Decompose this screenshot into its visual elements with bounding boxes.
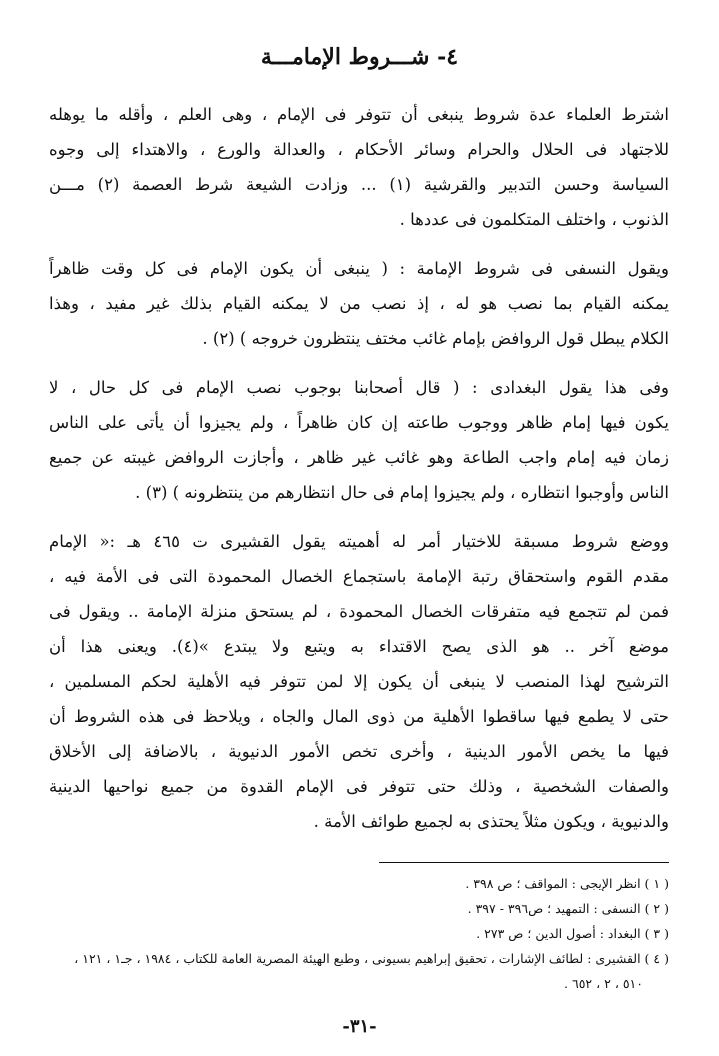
text-line: زمان فيه إمام واجب الطاعة وهو غائب غير ظاهر ، وأجازت الروافض غيبته عن جميع (49, 448, 669, 467)
footnote-4: ( ٤ ) القشيرى : لطائف الإشارات ، تحقيق إبراهيم بسيونى ، وطبع الهيئة المصرية العامة للكتاب ، ١٩٨٤ ، جـ١ ، ١٢١ ، (74, 951, 669, 966)
text-line: فيها ما يخص الأمور الدينية ، وأخرى تخص الأمور الدنيوية ، بالاضافة إلى الأخلاق (49, 742, 669, 761)
footnote-4-continuation: ٥١٠ ، ٢ ، ٦٥٢ . (564, 976, 643, 991)
text-line: الذنوب ، واختلف المتكلمون فى عددها . (399, 210, 669, 229)
text-line: الترشيح لهذا المنصب لا ينبغى أن يكون إلا لمن تتوفر فيه الأهلية لحكم المسلمين ، (49, 672, 669, 691)
text-line: والدنيوية ، ويكون مثلاً يحتذى به لجميع طوائف الأمة . (313, 812, 669, 831)
text-line: يمكنه القيام بما نصب هو له ، إذ نصب من لا يمكنه القيام بذلك غير مفيد ، وهذا (49, 294, 669, 313)
paragraph-1 (49, 97, 669, 237)
text-line: يكون فيها إمام ظاهر ووجوب طاعته إن كان ظاهراً ، ولم يجيزوا أن يأتى على الناس (49, 413, 669, 432)
text-line: الناس وأوجبوا انتظاره ، ولم يجيزوا إمام فى حال انتظارهم من ينتظرونه ) (٣) . (135, 483, 669, 502)
paragraph-3 (49, 370, 669, 510)
footnote-2: ( ٢ ) النسفى : التمهيد ؛ ص٣٩٦ - ٣٩٧ . (467, 901, 669, 916)
body-text (49, 97, 669, 853)
text-line: للاجتهاد فى الحلال والحرام وسائر الأحكام ، والعدالة والورع ، والاهتداء إلى وجوه (49, 140, 669, 159)
footnote-divider (379, 862, 669, 863)
section-title: ٤- شـــروط الإمامـــة (260, 44, 459, 70)
text-line: حتى لا يطمع فيها ساقطوا الأهلية من ذوى المال والجاه ، ويلاحظ فى هذه الشروط أن (49, 707, 669, 726)
text-line: موضع آخر .. هو الذى يصح الاقتداء به ويتبع ولا يبتدع »(٤). ويعنى هذا أن (49, 637, 669, 656)
footnote-1: ( ١ ) انظر الإيجى : المواقف ؛ ص ٣٩٨ . (465, 876, 669, 891)
paragraph-4 (49, 524, 669, 839)
text-line: وفى هذا يقول البغدادى : ( قال أصحابنا بوجوب نصب الإمام فى كل حال ، لا (49, 378, 669, 397)
text-line: الكلام يبطل قول الروافض بإمام غائب مختف ينتظرون خروجه ) (٢) . (202, 329, 669, 348)
footnote-3: ( ٣ ) البغداد : أصول الدين ؛ ص ٢٧٣ . (476, 926, 669, 941)
text-line: فمن لم تتجمع فيه متفرقات الخصال المحمودة ، لم يستحق منزلة الإمامة .. ويقول فى (49, 602, 669, 621)
text-line: مقدم القوم واستحقاق رتبة الإمامة باستجماع الخصال المحمودة التى فى الأمة فيه ، (49, 567, 669, 586)
text-line: والصفات الشخصية ، وذلك حتى تتوفر فى الإمام القدوة من جميع نواحيها الدينية (49, 777, 669, 796)
text-line: ويقول النسفى فى شروط الإمامة : ( ينبغى أن يكون الإمام فى كل وقت ظاهراً (49, 259, 669, 278)
text-line: ووضع شروط مسبقة للاختيار أمر له أهميته يقول القشيرى ت ٤٦٥ هـ :« الإمام (49, 532, 669, 551)
page-number: -٣١- (342, 1016, 377, 1037)
text-line: اشترط العلماء عدة شروط ينبغى أن تتوفر فى الإمام ، وهى العلم ، وأقله ما يوهله (49, 105, 669, 124)
footnotes (39, 871, 669, 996)
text-line: السياسة وحسن التدبير والقرشية (١) ... وزادت الشيعة شرط العصمة (٢) مـــن (49, 175, 669, 194)
paragraph-2 (49, 251, 669, 356)
